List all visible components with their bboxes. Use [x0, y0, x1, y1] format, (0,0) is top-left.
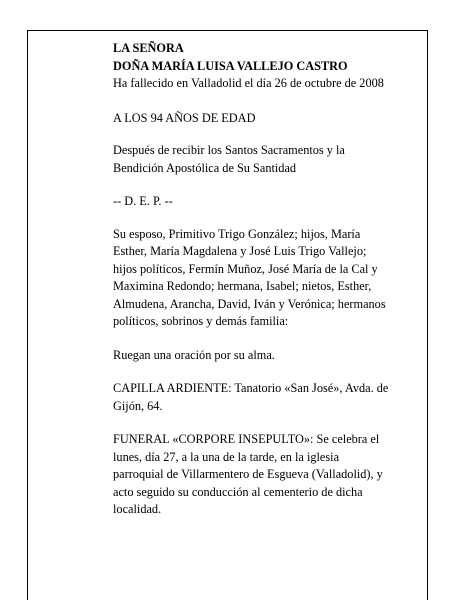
family-line: Su esposo, Primitivo Trigo González; hijos, María: [113, 226, 361, 241]
death-place-date: Ha fallecido en Valladolid el día 26 de octubre de 2008: [113, 76, 384, 90]
deceased-name: DOÑA MARÍA LUISA VALLEJO CASTRO: [113, 58, 348, 73]
prayer-line: Ruegan una oración por su alma.: [113, 347, 275, 362]
age-line: A LOS 94 AÑOS DE EDAD: [113, 110, 256, 125]
chapel-line: CAPILLA ARDIENTE: Tanatorio «San José», Avda. de: [113, 381, 389, 395]
frame-border-left: [27, 30, 28, 600]
rip-line: -- D. E. P. --: [113, 194, 173, 208]
family-line: Esther, María Magdalena y José Luis Trigo Vallejo;: [113, 244, 367, 258]
funeral-line: lunes, día 27, a la una de la tarde, en la iglesia: [113, 449, 340, 464]
family-line: Maximina Redondo; hermana, Isabel; nietos, Esther,: [113, 279, 372, 293]
family-paragraph: [113, 226, 428, 331]
funeral-line: acto seguido su conducción al cementerio de dicha: [113, 484, 363, 499]
chapel-line: Gijón, 64.: [113, 398, 163, 413]
family-line: Almudena, Arancha, David, Iván y Verónica; hermanos: [113, 296, 386, 311]
funeral-line: localidad.: [113, 502, 162, 516]
family-line: hijos políticos, Fermín Muñoz, José María de la Cal y: [113, 261, 378, 276]
funeral-paragraph: [113, 431, 428, 519]
funeral-line: parroquial de Villarmentero de Esgueva (Valladolid), y: [113, 467, 383, 481]
funeral-line: FUNERAL «CORPORE INSEPULTO»: Se celebra el: [113, 432, 380, 446]
chapel-paragraph: [113, 380, 428, 415]
sacraments-line: Bendición Apostólica de Su Santidad: [113, 160, 297, 175]
frame-border-top: [27, 30, 428, 31]
heading-title: LA SEÑORA: [113, 41, 184, 55]
family-line: políticos, sobrinos y demás familia:: [113, 314, 289, 328]
obituary-notice: [113, 40, 428, 519]
sacraments-paragraph: [113, 142, 428, 177]
sacraments-line: Después de recibir los Santos Sacramentos y la: [113, 143, 345, 157]
